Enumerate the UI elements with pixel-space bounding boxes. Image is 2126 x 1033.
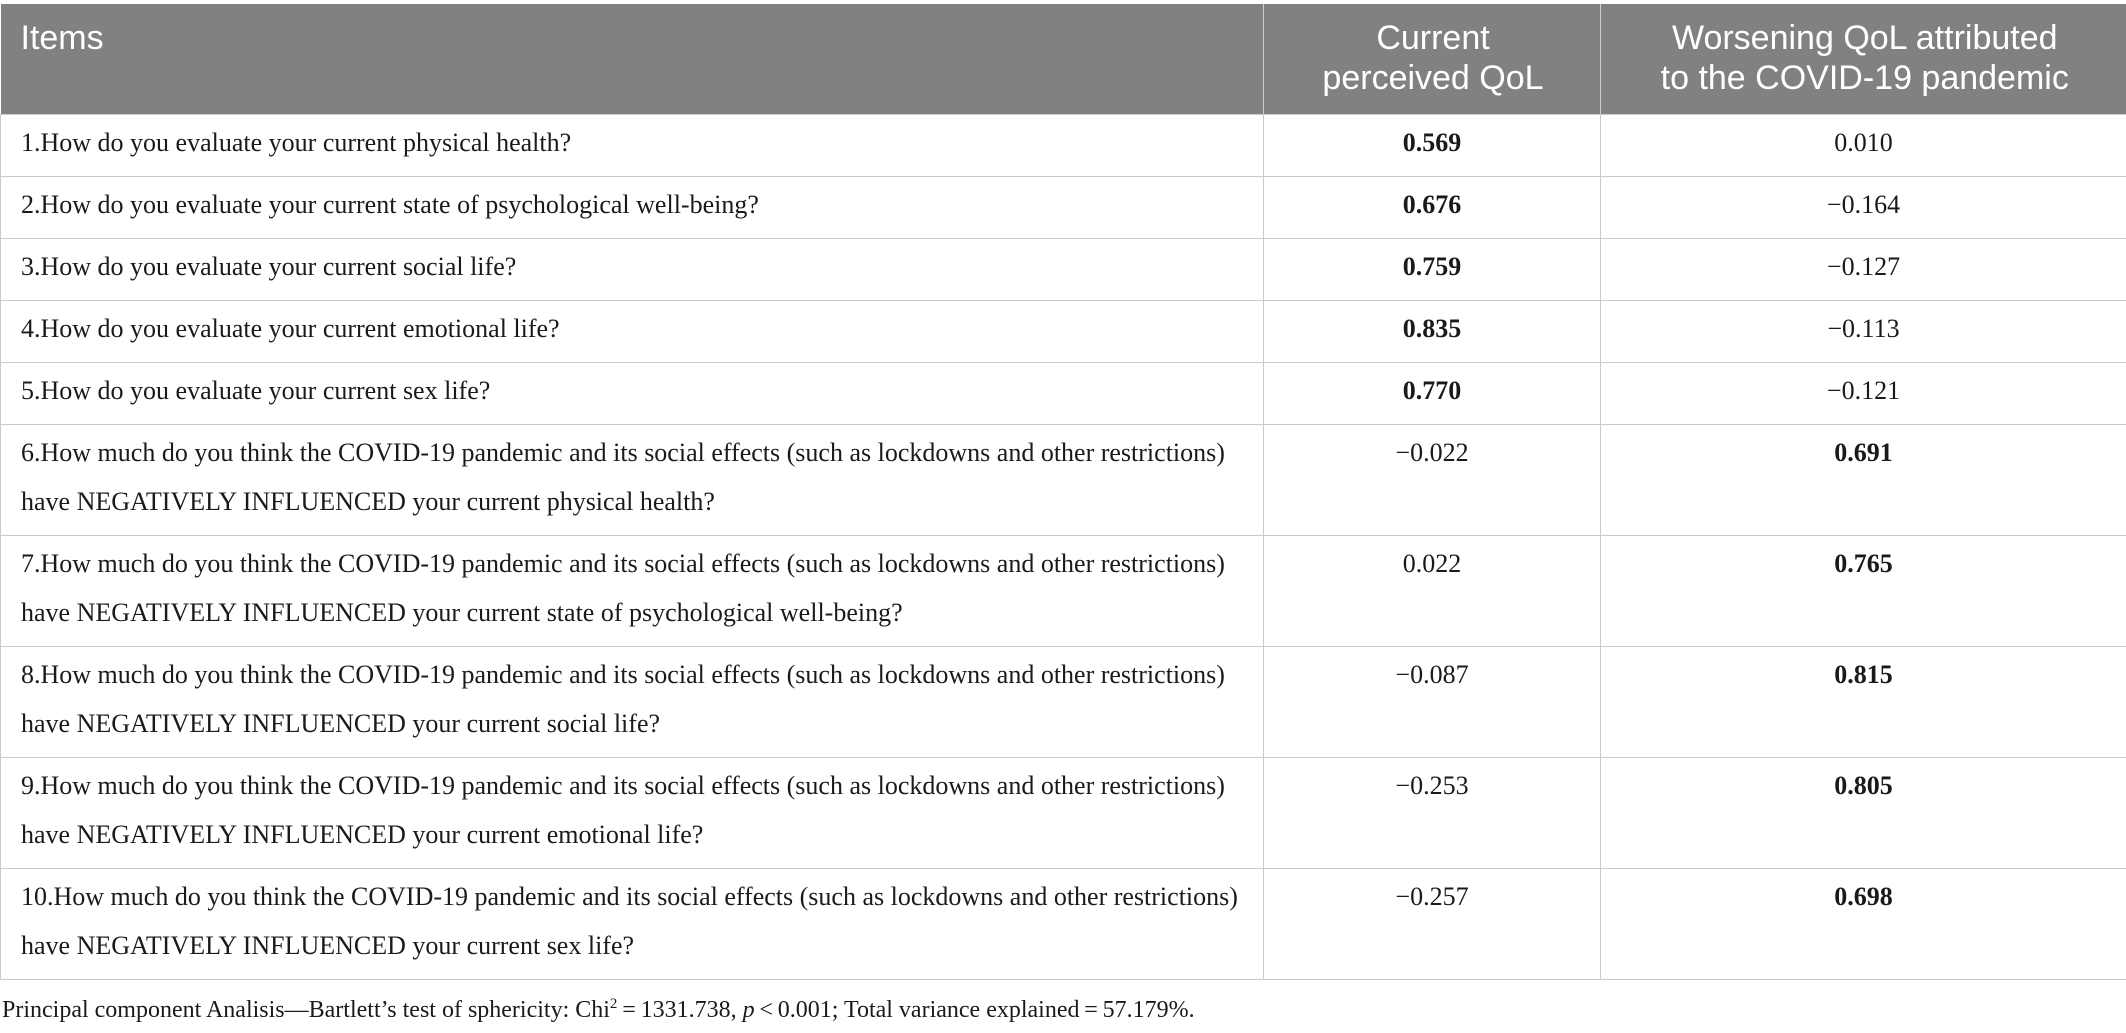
table-row xyxy=(1,176,2126,238)
table-row xyxy=(1,646,2126,757)
covid-loading: 0.010 xyxy=(1601,114,2126,176)
p-value-symbol: p xyxy=(742,997,755,1023)
covid-loading: 0.805 xyxy=(1601,757,2126,868)
header-worsening-qol-covid: Worsening QoL attributed to the COVID-19 pandemic xyxy=(1601,4,2126,114)
covid-loading: −0.113 xyxy=(1601,300,2126,362)
table-body xyxy=(1,114,2126,979)
factor-loadings-table xyxy=(0,4,2126,980)
item-text: 5.How do you evaluate your current sex life? xyxy=(1,362,1264,424)
table-row xyxy=(1,535,2126,646)
qol-loading: 0.835 xyxy=(1264,300,1601,362)
covid-loading: −0.164 xyxy=(1601,176,2126,238)
qol-loading: 0.022 xyxy=(1264,535,1601,646)
covid-loading: 0.815 xyxy=(1601,646,2126,757)
covid-loading: −0.121 xyxy=(1601,362,2126,424)
item-text: 4.How do you evaluate your current emotional life? xyxy=(1,300,1264,362)
chi-superscript: 2 xyxy=(609,996,618,1012)
qol-loading: 0.759 xyxy=(1264,238,1601,300)
table-row xyxy=(1,757,2126,868)
qol-loading: 0.676 xyxy=(1264,176,1601,238)
qol-loading: 0.770 xyxy=(1264,362,1601,424)
qol-loading: −0.257 xyxy=(1264,868,1601,979)
item-text: 3.How do you evaluate your current social life? xyxy=(1,238,1264,300)
item-text: 9.How much do you think the COVID-19 pandemic and its social effects (such as lockdowns and other restrictions) have NEGATIVELY INFLUENCED your current emotional life? xyxy=(1,757,1264,868)
header-items: Items xyxy=(1,4,1264,114)
covid-loading: −0.127 xyxy=(1601,238,2126,300)
item-text: 2.How do you evaluate your current state of psychological well-being? xyxy=(1,176,1264,238)
header-current-perceived-qol: Current perceived QoL xyxy=(1264,4,1601,114)
table-row xyxy=(1,238,2126,300)
item-text: 7.How much do you think the COVID-19 pandemic and its social effects (such as lockdowns and other restrictions) have NEGATIVELY INFLUENCED your current state of psychological well-being? xyxy=(1,535,1264,646)
covid-loading: 0.698 xyxy=(1601,868,2126,979)
table-row xyxy=(1,362,2126,424)
table-row xyxy=(1,300,2126,362)
item-text: 6.How much do you think the COVID-19 pandemic and its social effects (such as lockdowns and other restrictions) have NEGATIVELY INFLUENCED your current physical health? xyxy=(1,424,1264,535)
qol-loading: −0.022 xyxy=(1264,424,1601,535)
item-text: 10.How much do you think the COVID-19 pandemic and its social effects (such as lockdowns and other restrictions) have NEGATIVELY INFLUENCED your current sex life? xyxy=(1,868,1264,979)
covid-loading: 0.765 xyxy=(1601,535,2126,646)
table-footnote: Principal component Analisis—Bartlett’s test of sphericity: Chi$^2$ = 1331.738, p < 0.001; Total variance explained = 57.179%. xyxy=(2,996,1195,1023)
loadings-table-container xyxy=(0,4,2126,980)
item-text: 1.How do you evaluate your current physical health? xyxy=(1,114,1264,176)
table-row xyxy=(1,424,2126,535)
item-text: 8.How much do you think the COVID-19 pandemic and its social effects (such as lockdowns and other restrictions) have NEGATIVELY INFLUENCED your current social life? xyxy=(1,646,1264,757)
qol-loading: 0.569 xyxy=(1264,114,1601,176)
covid-loading: 0.691 xyxy=(1601,424,2126,535)
header-row xyxy=(1,4,2126,114)
table-row xyxy=(1,114,2126,176)
table-row xyxy=(1,868,2126,979)
table-header xyxy=(1,4,2126,114)
qol-loading: −0.087 xyxy=(1264,646,1601,757)
qol-loading: −0.253 xyxy=(1264,757,1601,868)
